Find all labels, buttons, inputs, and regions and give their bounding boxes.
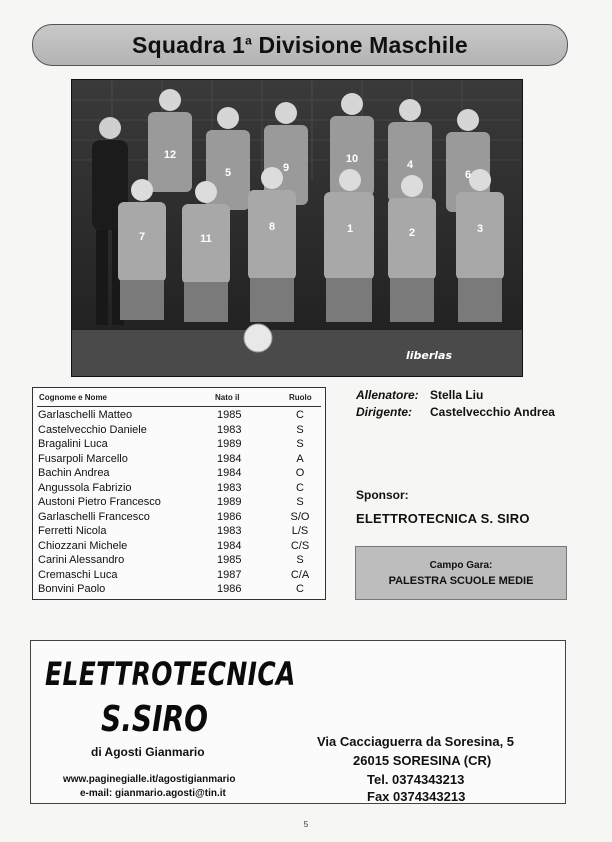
- roster-row: [33, 582, 325, 597]
- player-name: Castelvecchio Daniele: [38, 423, 147, 436]
- player-year: 1986: [217, 583, 242, 595]
- player-role: C/A: [290, 568, 310, 581]
- ad-email: e-mail: gianmario.agosti@tin.it: [80, 788, 226, 799]
- sponsor-label: Sponsor:: [356, 488, 409, 502]
- player-name: Garlaschelli Francesco: [38, 510, 150, 523]
- player-name: Bragalini Luca: [38, 438, 108, 450]
- jersey-number: 8: [268, 221, 276, 233]
- jersey-number: 5: [224, 167, 232, 179]
- player-year: 1984: [217, 539, 242, 552]
- player-name: Chiozzani Michele: [38, 539, 128, 552]
- roster-row: [33, 408, 325, 423]
- title-main: Squadra 1: [132, 31, 246, 58]
- roster-header: [33, 393, 325, 405]
- venue-label: Campo Gara:: [429, 560, 493, 571]
- header-role: Ruolo: [289, 393, 312, 402]
- ad-owner: di Agosti Gianmario: [91, 745, 205, 759]
- player-name: Garlaschelli Matteo: [38, 409, 133, 421]
- ad-website: www.paginegialle.it/agostigianmario: [63, 774, 236, 785]
- player-role: C: [296, 409, 304, 421]
- ad-brand-line1: ELETTROTECNICA: [45, 655, 296, 693]
- sponsor-ad: [30, 640, 566, 804]
- roster-row: [33, 524, 325, 539]
- player-name: Bachin Andrea: [38, 467, 110, 479]
- player-role: C: [296, 481, 304, 494]
- player-role: S: [296, 554, 304, 566]
- player-year: 1985: [217, 554, 242, 566]
- page-title: [132, 32, 468, 59]
- team-photo-image: [72, 80, 522, 376]
- player-year: 1985: [217, 409, 242, 421]
- player-role: L/S: [291, 525, 309, 537]
- player-role: S: [296, 423, 304, 436]
- player-year: 1983: [217, 481, 242, 494]
- venue-name: PALESTRA SCUOLE MEDIE: [388, 575, 534, 587]
- ad-city: 26015 SORESINA (CR): [353, 753, 492, 768]
- player-role: S/O: [290, 510, 310, 523]
- player-role: S: [296, 496, 304, 508]
- player-year: 1984: [217, 452, 242, 465]
- roster-row: [33, 437, 325, 452]
- player-year: 1984: [217, 467, 242, 479]
- player-name: Fusarpoli Marcello: [38, 452, 128, 465]
- roster-row: [33, 466, 325, 481]
- coach-label: Allenatore:: [356, 388, 419, 402]
- player-name: Austoni Pietro Francesco: [38, 496, 161, 508]
- player-year: 1987: [217, 568, 242, 581]
- roster-row: [33, 553, 325, 568]
- jersey-number: 12: [163, 149, 177, 161]
- title-rest: Divisione Maschile: [251, 31, 468, 58]
- header-year: Nato il: [215, 393, 240, 402]
- roster-table: [32, 387, 326, 600]
- ad-fax: Fax 0374343213: [367, 789, 466, 804]
- player-role: O: [295, 467, 305, 479]
- roster-divider: [37, 406, 321, 407]
- jersey-number: 1: [346, 223, 354, 235]
- sponsor-name: ELETTROTECNICA S. SIRO: [356, 511, 530, 526]
- ad-address: Via Cacciaguerra da Soresina, 5: [317, 734, 515, 749]
- team-photo: [71, 79, 523, 377]
- page-title-bar: [32, 24, 568, 66]
- roster-row: [33, 423, 325, 438]
- player-year: 1986: [217, 510, 242, 523]
- player-role: A: [296, 452, 304, 465]
- player-year: 1989: [217, 496, 242, 508]
- player-name: Bonvini Paolo: [38, 583, 106, 595]
- jersey-number: 11: [200, 233, 212, 245]
- jersey-number: 7: [138, 231, 146, 243]
- roster-row: [33, 539, 325, 554]
- player-name: Carini Alessandro: [38, 554, 125, 566]
- roster-row: [33, 452, 325, 467]
- player-role: C: [296, 583, 304, 595]
- jersey-number: 3: [476, 223, 484, 235]
- roster-row: [33, 481, 325, 496]
- ad-brand-line2: S.SIRO: [101, 699, 209, 740]
- player-name: Ferretti Nicola: [38, 525, 107, 537]
- ad-phone: Tel. 0374343213: [367, 772, 465, 787]
- roster-row: [33, 495, 325, 510]
- coach-name: Stella Liu: [430, 388, 484, 402]
- jersey-number: 2: [408, 227, 416, 239]
- roster-row: [33, 568, 325, 583]
- player-year: 1983: [217, 525, 242, 537]
- roster-row: [33, 510, 325, 525]
- player-year: 1989: [217, 438, 242, 450]
- venue-box: [355, 546, 567, 600]
- jersey-number: 9: [282, 162, 290, 174]
- manager-label: Dirigente:: [356, 405, 413, 419]
- player-name: Cremaschi Luca: [38, 568, 118, 581]
- header-name: Cognome e Nome: [39, 393, 108, 402]
- player-year: 1983: [217, 423, 242, 436]
- player-role: C/S: [290, 539, 310, 552]
- player-role: S: [296, 438, 304, 450]
- photo-logo: liberlas: [405, 349, 452, 362]
- player-name: Angussola Fabrizio: [38, 481, 132, 494]
- jersey-number: 4: [406, 159, 414, 171]
- roster-rows: [33, 408, 325, 597]
- jersey-number: 6: [464, 169, 472, 181]
- jersey-number: 10: [345, 153, 359, 165]
- title-superscript: a: [245, 32, 252, 47]
- page-number: 5: [303, 820, 309, 829]
- manager-name: Castelvecchio Andrea: [430, 405, 555, 419]
